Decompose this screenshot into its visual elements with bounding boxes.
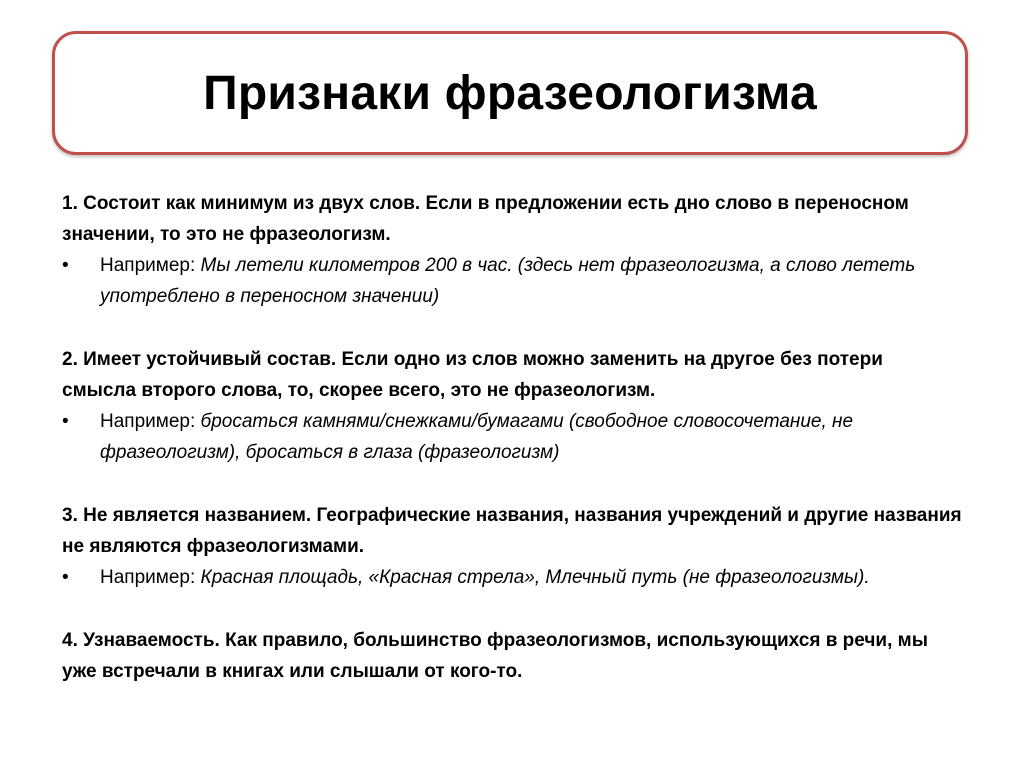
title-box bbox=[52, 31, 968, 155]
example-text: бросаться камнями/снежками/бумагами (свободное словосочетание, не фразеологизм), бросаться в глаза (фразеологизм) bbox=[100, 411, 854, 463]
bullet-icon: • bbox=[62, 411, 69, 432]
bullet-icon: • bbox=[62, 567, 69, 588]
criterion-heading: 1. Состоит как минимум из двух слов. Если в предложении есть дно слово в переносном значении, то это не фразеологизм. bbox=[62, 193, 909, 245]
bullet-icon: • bbox=[62, 255, 69, 276]
criterion-4 bbox=[62, 625, 962, 687]
example-text: Мы летели километров 200 в час. (здесь нет фразеологизма, а слово лететь употреблено в переносном значении) bbox=[100, 255, 916, 307]
example-bullet bbox=[62, 562, 962, 593]
criterion-heading: 3. Не является названием. Географические названия, названия учреждений и другие названия не являются фразеологизмами. bbox=[62, 505, 962, 557]
criterion-1 bbox=[62, 188, 962, 312]
example-label: Например: bbox=[100, 255, 201, 276]
criterion-3 bbox=[62, 500, 962, 593]
example-text: Красная площадь, «Красная стрела», Млечный путь (не фразеологизмы). bbox=[200, 567, 870, 588]
slide-content bbox=[62, 188, 962, 687]
example-bullet bbox=[62, 250, 962, 312]
criterion-2 bbox=[62, 344, 962, 468]
slide-title: Признаки фразеологизма bbox=[203, 66, 817, 120]
example-label: Например: bbox=[100, 411, 201, 432]
criterion-heading: 4. Узнаваемость. Как правило, большинство фразеологизмов, использующихся в речи, мы уже встречали в книгах или слышали от кого-то. bbox=[62, 630, 928, 682]
criterion-heading: 2. Имеет устойчивый состав. Если одно из слов можно заменить на другое без потери смысла второго слова, то, скорее всего, это не фразеологизм. bbox=[62, 349, 883, 401]
example-label: Например: bbox=[100, 567, 201, 588]
example-bullet bbox=[62, 406, 962, 468]
